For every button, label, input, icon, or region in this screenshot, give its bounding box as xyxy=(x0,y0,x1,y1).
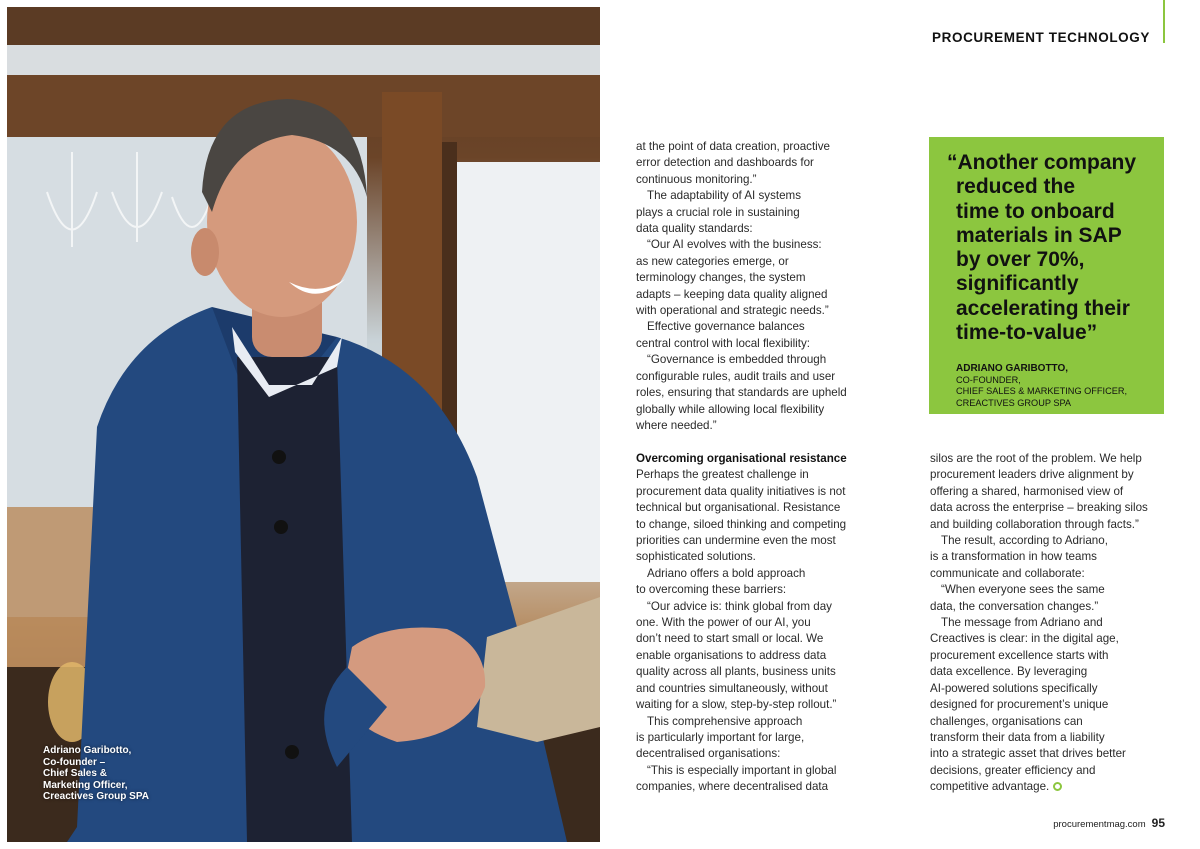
body-line: data across the enterprise – breaking silos xyxy=(930,501,1148,515)
footer-site: procurementmag.com xyxy=(1053,819,1146,830)
body-line: error detection and dashboards for xyxy=(636,156,814,170)
attribution-title: CO-FOUNDER, xyxy=(956,374,1021,385)
attribution-name: ADRIANO GARIBOTTO, xyxy=(956,363,1069,375)
body-line: at the point of data creation, proactive xyxy=(636,140,830,153)
body-line: The adaptability of AI systems xyxy=(647,189,802,203)
body-line: transform their data from a liability xyxy=(930,730,1105,744)
body-line: “This is especially important in global xyxy=(647,763,837,777)
body-line: Creactives is clear: in the digital age, xyxy=(930,632,1119,646)
body-line: The message from Adriano and xyxy=(941,616,1103,630)
body-line: to overcoming these barriers: xyxy=(636,583,787,597)
body-line: with operational and strategic needs.” xyxy=(636,304,829,318)
page-footer xyxy=(1010,814,1165,832)
body-line: waiting for a slow, step-by-step rollout.” xyxy=(636,698,837,712)
body-line: where needed.” xyxy=(636,418,717,432)
quote-line: by over 70%, xyxy=(956,248,1085,272)
body-line: Perhaps the greatest challenge in xyxy=(636,468,809,482)
caption-line: Adriano Garibotto, xyxy=(43,745,132,756)
caption-line: Marketing Officer, xyxy=(43,779,128,791)
body-line: The result, according to Adriano, xyxy=(941,534,1108,548)
body-line: plays a crucial role in sustaining xyxy=(636,205,800,219)
page-number: 95 xyxy=(1151,816,1165,830)
body-line-last xyxy=(930,779,1170,795)
body-line: one. With the power of our AI, you xyxy=(636,616,811,630)
body-line: communicate and collaborate: xyxy=(930,566,1085,580)
body-line: technical but organisational. Resistance xyxy=(636,501,841,515)
body-line: procurement excellence starts with xyxy=(930,648,1109,662)
attribution-title: CHIEF SALES & MARKETING OFFICER, xyxy=(956,386,1128,397)
body-line: terminology changes, the system xyxy=(636,271,806,285)
body-line: companies, where decentralised data xyxy=(636,780,829,794)
section-title: PROCUREMENT TECHNOLOGY xyxy=(932,30,1150,45)
body-line: designed for procurement’s unique xyxy=(930,698,1109,712)
pull-quote-attribution xyxy=(947,363,1152,409)
photo-illustration xyxy=(7,7,600,842)
quote-line: time to onboard xyxy=(956,199,1115,223)
attribution-title: CREACTIVES GROUP SPA xyxy=(956,397,1072,408)
body-line: “When everyone sees the same xyxy=(941,583,1105,597)
body-line: priorities can undermine even the most xyxy=(636,534,836,548)
caption-line: Creactives Group SPA xyxy=(43,791,149,802)
quote-line: time-to-value” xyxy=(956,321,1098,345)
quote-line: accelerating their xyxy=(956,296,1130,320)
body-line: don’t need to start small or local. We xyxy=(636,632,824,646)
header-accent-rule xyxy=(1163,0,1165,43)
body-line: sophisticated solutions. xyxy=(636,550,756,564)
photo-adriano-handshake xyxy=(7,7,600,842)
caption-line: Co-founder – xyxy=(43,756,106,768)
body-line: globally while allowing local flexibility xyxy=(636,402,825,416)
body-line: quality across all plants, business units xyxy=(636,665,836,679)
body-line: data quality standards: xyxy=(636,222,753,236)
quote-line: “Another company xyxy=(947,151,1137,174)
body-line: “Our advice is: think global from day xyxy=(647,599,832,613)
body-line: roles, ensuring that standards are upheld xyxy=(636,386,847,400)
body-line: adapts – keeping data quality aligned xyxy=(636,287,828,301)
body-line: as new categories emerge, or xyxy=(636,254,789,268)
body-line: enable organisations to address data xyxy=(636,648,827,662)
body-line-text: competitive advantage. xyxy=(930,780,1050,794)
body-line: procurement leaders drive alignment by xyxy=(930,468,1134,482)
caption-line: Chief Sales & xyxy=(43,768,107,779)
body-line: is particularly important for large, xyxy=(636,730,805,744)
body-line: into a strategic asset that drives better xyxy=(930,747,1126,761)
quote-line: significantly xyxy=(956,272,1079,296)
pull-quote-text xyxy=(947,151,1152,345)
body-line: AI-powered solutions specifically xyxy=(930,681,1098,695)
end-of-article-icon xyxy=(1053,782,1062,791)
body-line: central control with local flexibility: xyxy=(636,336,810,350)
article-column-1-top xyxy=(636,139,886,434)
body-line: “Our AI evolves with the business: xyxy=(647,238,822,252)
body-line: configurable rules, audit trails and user xyxy=(636,369,836,383)
body-line: This comprehensive approach xyxy=(647,714,803,728)
body-line: challenges, organisations can xyxy=(930,714,1083,728)
body-line: silos are the root of the problem. We help xyxy=(930,452,1142,465)
subheading: Overcoming organisational resistance xyxy=(636,452,847,465)
body-line: Effective governance balances xyxy=(647,320,805,334)
body-line: Adriano offers a bold approach xyxy=(647,566,806,580)
quote-line: reduced the xyxy=(956,175,1076,199)
pull-quote-box xyxy=(929,137,1164,414)
body-line: procurement data quality initiatives is not xyxy=(636,484,846,498)
photo-caption xyxy=(43,745,193,803)
quote-line: materials in SAP xyxy=(956,223,1122,247)
body-line: and building collaboration through facts.” xyxy=(930,517,1139,531)
body-line: data excellence. By leveraging xyxy=(930,665,1088,679)
body-line: “Governance is embedded through xyxy=(647,353,827,367)
article-column-1-bottom xyxy=(636,451,886,796)
body-line: offering a shared, harmonised view of xyxy=(930,484,1124,498)
body-line: and countries simultaneously, without xyxy=(636,681,828,695)
body-line: data, the conversation changes.” xyxy=(930,599,1099,613)
body-line: continuous monitoring.” xyxy=(636,172,757,186)
body-line: decisions, greater efficiency and xyxy=(930,763,1096,777)
article-column-2 xyxy=(930,451,1170,796)
body-line: decentralised organisations: xyxy=(636,747,781,761)
body-line: is a transformation in how teams xyxy=(930,550,1097,564)
body-line: to change, siloed thinking and competing xyxy=(636,517,847,531)
